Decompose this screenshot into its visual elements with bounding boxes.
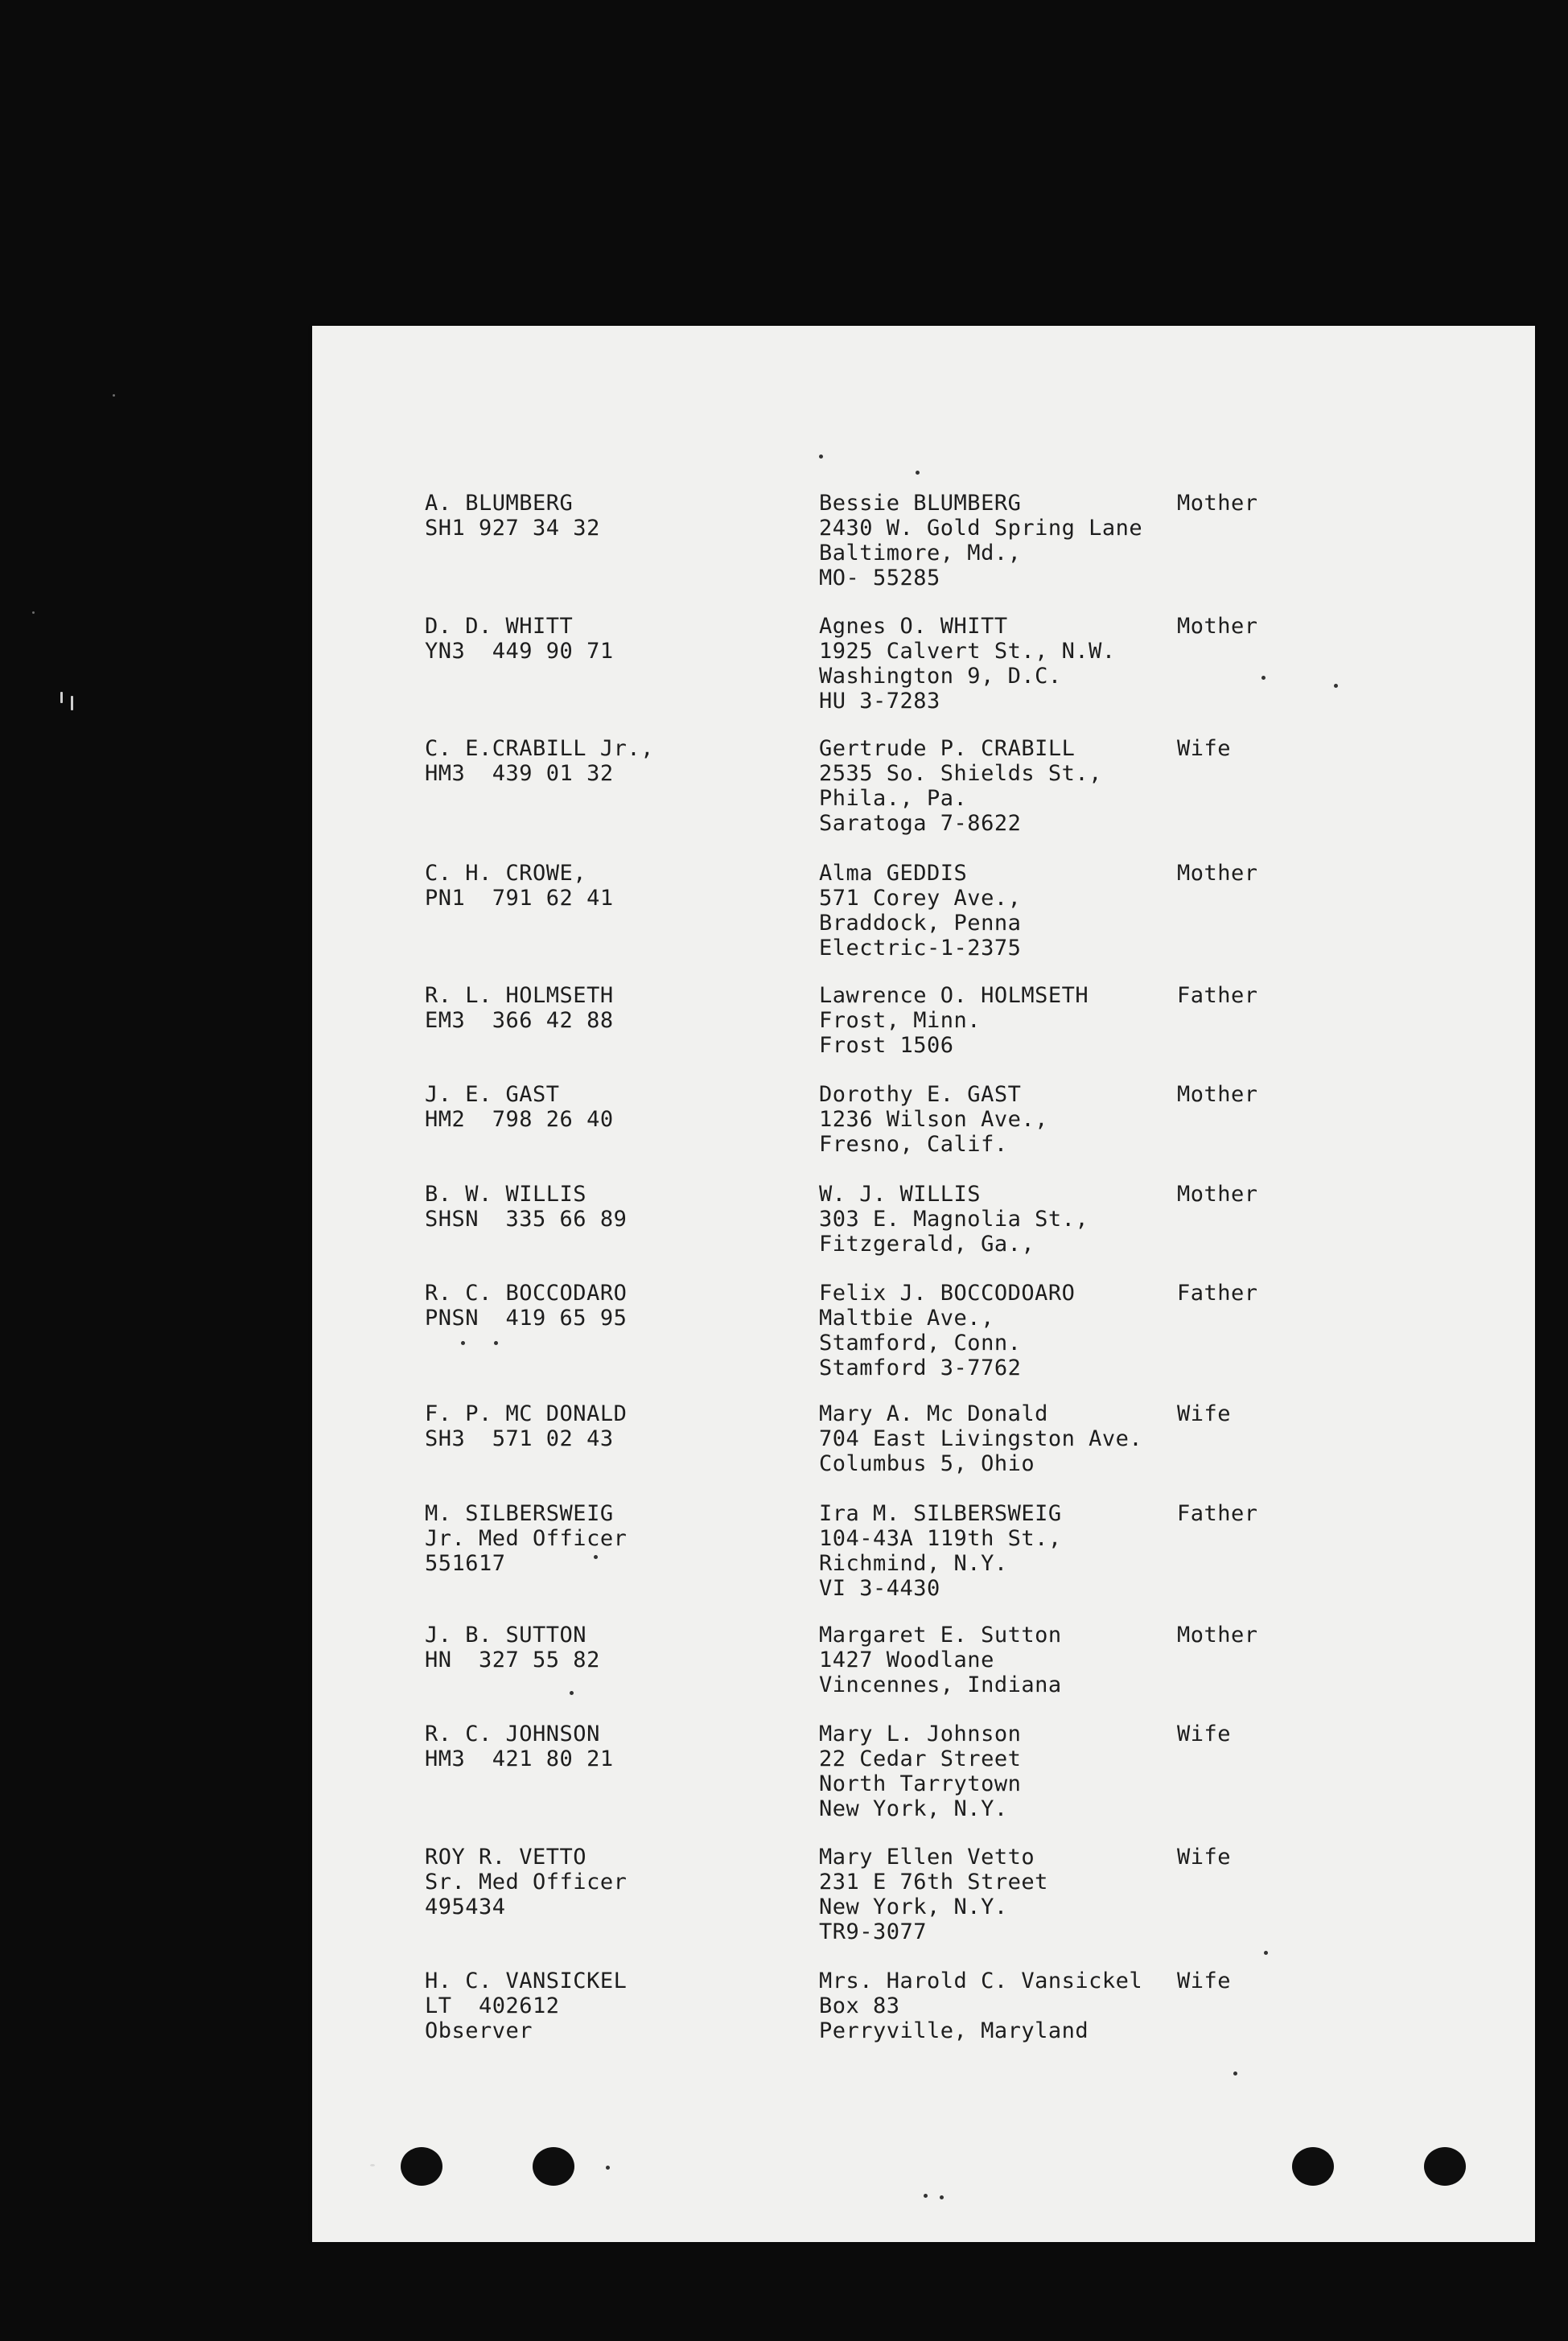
next-of-kin-line: 1925 Calvert St., N.W. — [819, 639, 1116, 664]
next-of-kin-block — [819, 983, 1089, 1058]
service-member-block — [425, 861, 614, 911]
relationship-label: Wife — [1177, 1722, 1232, 1746]
relationship-label: Wife — [1177, 736, 1232, 761]
next-of-kin-line: 22 Cedar Street — [819, 1746, 1022, 1771]
paper-speck — [1264, 1951, 1268, 1955]
service-member-block — [425, 491, 600, 541]
paper-speck — [819, 455, 823, 459]
next-of-kin-line: VI 3-4430 — [819, 1576, 940, 1601]
next-of-kin-block — [819, 736, 1102, 836]
service-member-line: HM2 798 26 40 — [425, 1107, 614, 1132]
next-of-kin-line: Agnes O. WHITT — [819, 614, 1008, 639]
service-member-line: R. C. BOCCODARO — [425, 1281, 628, 1306]
service-member-line: H. C. VANSICKEL — [425, 1969, 628, 1993]
next-of-kin-block — [819, 1082, 1048, 1157]
next-of-kin-line: Mary Ellen Vetto — [819, 1845, 1035, 1870]
service-member-line: LT 402612 — [425, 1993, 560, 2018]
next-of-kin-line: North Tarrytown — [819, 1771, 1022, 1796]
next-of-kin-line: 1427 Woodlane — [819, 1648, 994, 1672]
next-of-kin-line: Columbus 5, Ohio — [819, 1451, 1035, 1476]
service-member-line: SHSN 335 66 89 — [425, 1207, 628, 1232]
relationship-label: Wife — [1177, 1969, 1232, 1993]
next-of-kin-line: Braddock, Penna — [819, 911, 1022, 936]
service-member-line: Jr. Med Officer — [425, 1526, 628, 1551]
paper-speck — [570, 1691, 574, 1695]
next-of-kin-block — [819, 1969, 1142, 2043]
service-member-block — [425, 1281, 627, 1331]
background-speck — [370, 2164, 375, 2166]
next-of-kin-line: 231 E 76th Street — [819, 1870, 1048, 1895]
next-of-kin-block — [819, 1182, 1089, 1257]
service-member-line: HM3 439 01 32 — [425, 761, 614, 786]
background-speck — [32, 611, 35, 614]
service-member-block — [425, 1845, 627, 1919]
service-member-line: R. C. JOHNSON — [425, 1722, 600, 1746]
next-of-kin-line: W. J. WILLIS — [819, 1182, 982, 1207]
service-member-line: A. BLUMBERG — [425, 491, 574, 516]
service-member-line: D. D. WHITT — [425, 614, 574, 639]
service-member-line: R. L. HOLMSETH — [425, 983, 614, 1008]
service-member-block — [425, 1722, 614, 1771]
paper-speck — [916, 471, 920, 475]
service-member-line: C. H. CROWE, — [425, 861, 587, 886]
next-of-kin-line: 1236 Wilson Ave., — [819, 1107, 1048, 1132]
relationship-label: Mother — [1177, 861, 1258, 886]
next-of-kin-line: Mary A. Mc Donald — [819, 1401, 1048, 1426]
service-member-block — [425, 1182, 627, 1232]
service-member-line: 495434 — [425, 1895, 506, 1919]
service-member-block — [425, 1623, 600, 1672]
next-of-kin-line: 303 E. Magnolia St., — [819, 1207, 1089, 1232]
next-of-kin-line: 104-43A 119th St., — [819, 1526, 1062, 1551]
service-member-block — [425, 614, 614, 664]
next-of-kin-line: 571 Corey Ave., — [819, 886, 1022, 911]
next-of-kin-line: Margaret E. Sutton — [819, 1623, 1062, 1648]
next-of-kin-line: Ira M. SILBERSWEIG — [819, 1501, 1062, 1526]
service-member-block — [425, 983, 614, 1033]
next-of-kin-line: Mrs. Harold C. Vansickel — [819, 1969, 1143, 1993]
paper-speck — [1261, 676, 1266, 680]
background-speck — [71, 696, 73, 710]
service-member-line: EM3 366 42 88 — [425, 1008, 614, 1033]
relationship-label: Mother — [1177, 614, 1258, 639]
service-member-line: HM3 421 80 21 — [425, 1746, 614, 1771]
paper-speck — [606, 2166, 610, 2170]
next-of-kin-line: Mary L. Johnson — [819, 1722, 1022, 1746]
next-of-kin-block — [819, 1281, 1075, 1380]
service-member-block — [425, 1082, 614, 1132]
next-of-kin-line: Frost 1506 — [819, 1033, 954, 1058]
background-speck — [60, 692, 63, 703]
service-member-line: C. E.CRABILL Jr., — [425, 736, 654, 761]
relationship-label: Father — [1177, 1281, 1258, 1306]
relationship-label: Wife — [1177, 1845, 1232, 1870]
paper-speck — [924, 2194, 928, 2198]
paper-speck — [494, 1341, 498, 1345]
next-of-kin-line: Frost, Minn. — [819, 1008, 982, 1033]
relationship-label: Mother — [1177, 491, 1258, 516]
relationship-label: Mother — [1177, 1182, 1258, 1207]
service-member-block — [425, 1401, 627, 1451]
service-member-line: B. W. WILLIS — [425, 1182, 587, 1207]
next-of-kin-block — [819, 491, 1142, 590]
background-speck — [113, 394, 115, 397]
service-member-line: J. B. SUTTON — [425, 1623, 587, 1648]
next-of-kin-line: Lawrence O. HOLMSETH — [819, 983, 1089, 1008]
service-member-line: SH3 571 02 43 — [425, 1426, 614, 1451]
punch-hole — [1292, 2147, 1334, 2186]
relationship-label: Wife — [1177, 1401, 1232, 1426]
next-of-kin-line: Box 83 — [819, 1993, 900, 2018]
next-of-kin-line: Electric-1-2375 — [819, 936, 1022, 961]
punch-hole — [1424, 2147, 1466, 2186]
service-member-line: PN1 791 62 41 — [425, 886, 614, 911]
next-of-kin-line: Vincennes, Indiana — [819, 1672, 1062, 1697]
next-of-kin-line: Baltimore, Md., — [819, 541, 1022, 566]
paper-speck — [594, 1555, 598, 1559]
next-of-kin-line: Alma GEDDIS — [819, 861, 968, 886]
next-of-kin-line: New York, N.Y. — [819, 1796, 1008, 1821]
next-of-kin-line: Bessie BLUMBERG — [819, 491, 1022, 516]
service-member-line: HN 327 55 82 — [425, 1648, 600, 1672]
service-member-line: ROY R. VETTO — [425, 1845, 587, 1870]
next-of-kin-block — [819, 1401, 1142, 1476]
service-member-line: 551617 — [425, 1551, 506, 1576]
paper-speck — [461, 1341, 465, 1345]
paper-speck — [1334, 684, 1338, 688]
next-of-kin-line: Washington 9, D.C. — [819, 664, 1062, 689]
relationship-label: Father — [1177, 983, 1258, 1008]
paper-speck — [1233, 2072, 1237, 2076]
next-of-kin-line: MO- 55285 — [819, 566, 940, 590]
next-of-kin-line: Richmind, N.Y. — [819, 1551, 1008, 1576]
next-of-kin-block — [819, 1623, 1062, 1697]
next-of-kin-line: Maltbie Ave., — [819, 1306, 994, 1331]
next-of-kin-line: Fitzgerald, Ga., — [819, 1232, 1035, 1257]
service-member-line: M. SILBERSWEIG — [425, 1501, 614, 1526]
next-of-kin-block — [819, 1845, 1048, 1944]
next-of-kin-block — [819, 614, 1116, 714]
next-of-kin-line: New York, N.Y. — [819, 1895, 1008, 1919]
next-of-kin-line: Saratoga 7-8622 — [819, 811, 1022, 836]
next-of-kin-block — [819, 1722, 1021, 1821]
document-page — [312, 326, 1535, 2242]
service-member-line: J. E. GAST — [425, 1082, 560, 1107]
next-of-kin-line: Phila., Pa. — [819, 786, 968, 811]
service-member-line: Observer — [425, 2018, 533, 2043]
next-of-kin-line: Stamford 3-7762 — [819, 1356, 1022, 1380]
service-member-block — [425, 736, 654, 786]
next-of-kin-line: Dorothy E. GAST — [819, 1082, 1022, 1107]
relationship-label: Mother — [1177, 1082, 1258, 1107]
next-of-kin-block — [819, 861, 1021, 961]
next-of-kin-line: Felix J. BOCCODOARO — [819, 1281, 1076, 1306]
punch-hole — [401, 2147, 442, 2186]
punch-hole — [533, 2147, 574, 2186]
service-member-block — [425, 1969, 627, 2043]
next-of-kin-line: TR9-3077 — [819, 1919, 928, 1944]
service-member-line: SH1 927 34 32 — [425, 516, 600, 541]
relationship-label: Father — [1177, 1501, 1258, 1526]
next-of-kin-line: Perryville, Maryland — [819, 2018, 1089, 2043]
next-of-kin-line: Fresno, Calif. — [819, 1132, 1008, 1157]
next-of-kin-line: Stamford, Conn. — [819, 1331, 1022, 1356]
next-of-kin-line: 2430 W. Gold Spring Lane — [819, 516, 1143, 541]
service-member-block — [425, 1501, 627, 1576]
service-member-line: YN3 449 90 71 — [425, 639, 614, 664]
next-of-kin-line: 2535 So. Shields St., — [819, 761, 1102, 786]
next-of-kin-line: Gertrude P. CRABILL — [819, 736, 1076, 761]
next-of-kin-line: HU 3-7283 — [819, 689, 940, 714]
service-member-line: F. P. MC DONALD — [425, 1401, 628, 1426]
paper-speck — [940, 2195, 944, 2199]
next-of-kin-block — [819, 1501, 1062, 1601]
next-of-kin-line: 704 East Livingston Ave. — [819, 1426, 1143, 1451]
service-member-line: PNSN 419 65 95 — [425, 1306, 628, 1331]
relationship-label: Mother — [1177, 1623, 1258, 1648]
service-member-line: Sr. Med Officer — [425, 1870, 628, 1895]
